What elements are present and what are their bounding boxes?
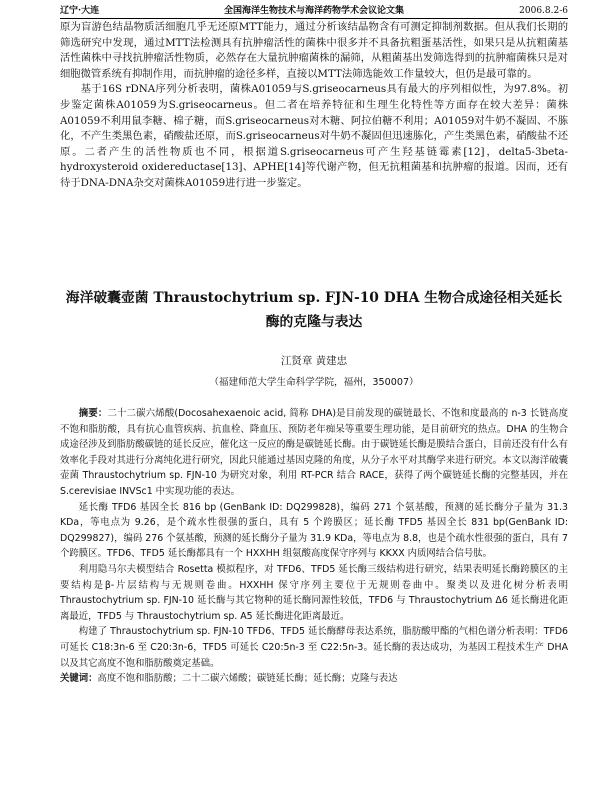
body-paragraph: 基于16S rDNA序列分析表明，菌株A01059与S.griseocarneus具有最大的序列相似性，为97.8%。初步鉴定菌株A01059为S.griseocarneus。但二者在培养特征和生理生化特性等方面存在较大差异：菌株A01059不利用鼠李糖、棉子糖，而S.griseocarneus对木糖、阿拉伯糖不利用；A01059对牛奶不凝固、不胨化，不产生类黑色素，硝酸盐还原，而S.griseocarneus对牛奶不凝固但迅速胨化，产生类黑色素，硝酸盐不还原。二者产生的活性物质也不同，根据道S.griseocarneus可产生羟基链霉素[12]，delta5-3beta-hydroxysteroid oxidereductase[13]、APHE[14]等代谢产物，但无抗粗菌基和抗肿瘤的报道。因而，还有待于DNA-DNA杂交对菌株A01059进行进一步鉴定。 bbox=[60, 83, 568, 189]
previous-article-tail bbox=[60, 20, 568, 192]
abstract-paragraph: 延长酶 TFD6 基因全长 816 bp (GenBank ID: DQ299828)，编码 271 个氨基酸，预测的延长酶分子量为 31.3 KDa，等电点为 9.26，是个疏水性很强的蛋白，具有 5 个跨膜区；延长酶 TFD5 基因全长 831 bp(GenBank ID: DQ299827)，编码 276 个氨基酸，预测的延长酶分子量为 31.9 KDa，等电点为 8.8，也是个疏水性很强的蛋白，具有 7 个跨膜区。TFD6、TFD5 延长酶都具有一个 HXXHH 组氨酸高度保守序列与 KKXX 内质网结合信号肽。 bbox=[60, 501, 568, 560]
abstract-paragraph bbox=[60, 406, 568, 500]
abstract bbox=[60, 406, 568, 687]
abstract-text: 二十二碳六烯酸(Docosahexaenoic acid, 简称 DHA)是目前发现的碳链最长、不饱和度最高的 n-3 长链高度不饱和脂肪酸，具有抗心血管疾病、抗血栓、降血压、预防老年痴呆等重要生理功能，是目前研究的热点。DHA 的生物合成途径涉及到脂肪酸碳链的延长反应，催化这一反应的酶是碳链延长酶。由于碳链延长酶是膜结合蛋白，目前还没有什么有效率化手段对其进行分离纯化进行研究，因此只能通过基因克隆的角度，从分子水平对其酶学来进行研究。本文以海洋破囊壶菌 Thraustochytrium sp. FJN-10 为研究对象，利用 RT-PCR 结合 RACE，获得了两个碳链延长酶的完整基因，并在 S.cerevisiae INVSc1 中实现功能的表达。 bbox=[60, 408, 568, 497]
article-affiliation: （福建师范大学生命科学学院，福州，350007） bbox=[209, 377, 419, 388]
article-authors: 江贤章 黄建忠 bbox=[280, 355, 348, 367]
keywords-text: 高度不饱和脂肪酸；二十二碳六烯酸；碳链延长酶；延长酶；克隆与表达 bbox=[97, 673, 398, 685]
header-location: 辽宁·大连 bbox=[60, 6, 100, 16]
running-header bbox=[60, 6, 568, 19]
keywords bbox=[60, 671, 568, 687]
abstract-paragraph: 利用隐马尔夫模型结合 Rosetta 模拟程序，对 TFD6、TFD5 延长酶三级结构进行研究，结果表明延长酶跨膜区的主要结构是β-片层结构与无规则卷曲。HXXHH 保守序列主要位于无规则卷曲中。聚类以及进化树分析表明 Thraustochytrium sp. FJN-10 延长酶与其它物种的延长酶同源性较低，TFD6 与 Thraustochytrium Δ6 延长酶进化距离最近，TFD5 与 Thraustochytrium sp. A5 延长酶进化距离最近。 bbox=[60, 563, 568, 622]
article-title: 海洋破囊壶菌 Thraustochytrium sp. FJN-10 DHA 生物合成途径相关延长酶的克隆与表达 bbox=[65, 290, 563, 330]
header-proceedings-title: 全国海洋生物技术与海洋药物学术会议论文集 bbox=[223, 6, 404, 16]
body-paragraph: 原为盲游色结晶物质活细胞几乎无还原MTT能力，通过分析该结晶物含有可测定抑制剂数据。但从我们长期的筛选研究中发现，通过MTT法检测具有抗肿瘤活性的菌株中很多并不具备抗粗蛋基活性，如果只是从抗粗菌基活性菌株中寻找抗肿瘤活性物质，必然存在大量抗肿瘤菌株的漏筛，从粗菌基出发筛选得到的抗肿瘤菌株只是对细胞微管系统有抑制作用，而抗肿瘤的途径多样，直接以MTT法筛选能效工作量较大，但仍是最可靠的。 bbox=[60, 21, 568, 80]
abstract-paragraph: 构建了 Thraustochytrium sp. FJN-10 TFD6、TFD5 延长酶酵母表达系统，脂肪酸甲酯的气相色谱分析表明：TFD6 可延长 C18:3n-6 至 C20:3n-6，TFD5 可延长 C20:5n-3 至 C22:5n-3。延长酶的表达成功，为基因工程技术生产 DHA 以及其它高度不饱和脂肪酸奠定基础。 bbox=[60, 626, 568, 669]
keywords-label: 关键词： bbox=[60, 673, 98, 685]
abstract-label: 摘要： bbox=[78, 408, 108, 419]
header-date: 2006.8.2-6 bbox=[519, 6, 568, 16]
